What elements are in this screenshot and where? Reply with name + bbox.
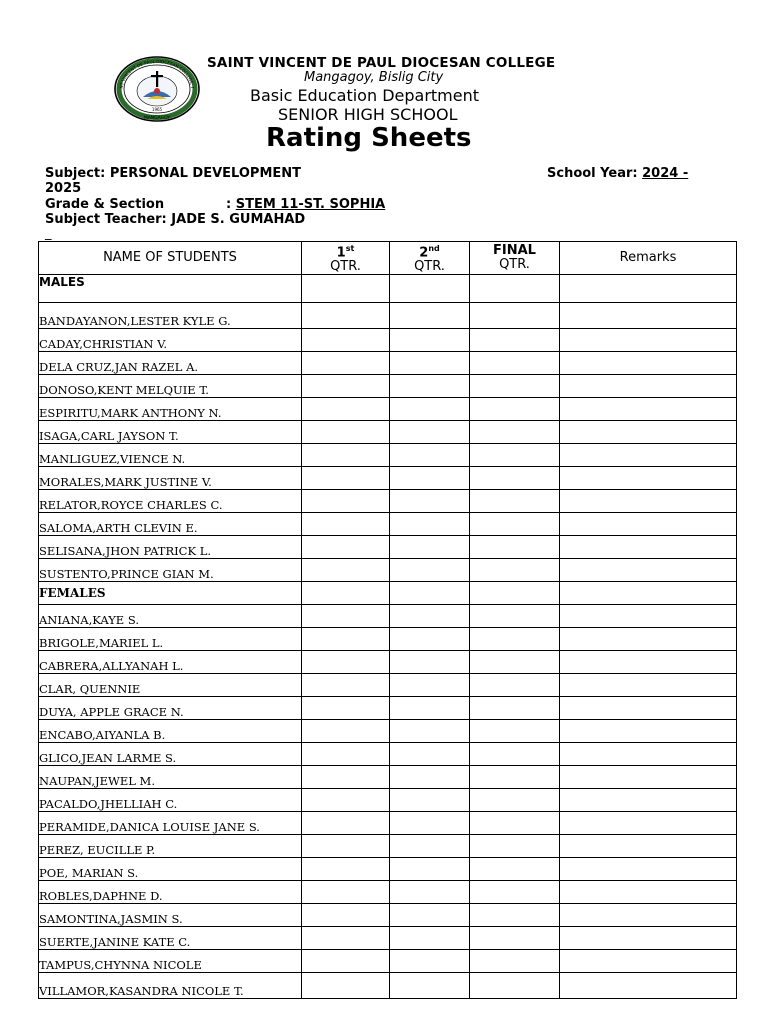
remarks-cell	[560, 467, 737, 490]
table-row	[39, 536, 737, 559]
q1-cell	[302, 720, 390, 743]
remarks-cell	[560, 490, 737, 513]
teacher-line	[45, 212, 305, 227]
header-q2-num: 2	[419, 245, 429, 261]
final-cell	[470, 720, 560, 743]
q1-cell	[302, 835, 390, 858]
final-cell	[470, 398, 560, 421]
group-row	[39, 582, 737, 605]
student-name: CABRERA,ALLYANAH L.	[39, 651, 302, 674]
student-name: PEREZ, EUCILLE P.	[39, 835, 302, 858]
q1-cell	[302, 398, 390, 421]
final-cell	[470, 605, 560, 628]
school-year-label: School Year:	[547, 166, 643, 181]
logo-bottom-text: MANGAGOY	[143, 116, 171, 121]
subject-label: Subject:	[45, 166, 110, 181]
final-cell	[470, 375, 560, 398]
table-row	[39, 881, 737, 904]
q2-cell	[390, 697, 470, 720]
final-cell	[470, 858, 560, 881]
student-name: NAUPAN,JEWEL M.	[39, 766, 302, 789]
table-row	[39, 375, 737, 398]
department-name: Basic Education Department	[250, 86, 480, 105]
q1-cell	[302, 467, 390, 490]
student-rows	[39, 275, 737, 999]
q1-cell	[302, 605, 390, 628]
table-row	[39, 743, 737, 766]
school-level: SENIOR HIGH SCHOOL	[278, 105, 458, 124]
student-name: MORALES,MARK JUSTINE V.	[39, 467, 302, 490]
q2-cell	[390, 766, 470, 789]
page-title: Rating Sheets	[266, 123, 472, 153]
remarks-cell	[560, 743, 737, 766]
final-cell	[470, 421, 560, 444]
table-row	[39, 927, 737, 950]
student-name: CLAR, QUENNIE	[39, 674, 302, 697]
q1-cell	[302, 743, 390, 766]
q1-cell	[302, 444, 390, 467]
remarks-cell	[560, 303, 737, 329]
q2-cell	[390, 421, 470, 444]
q2-cell	[390, 973, 470, 999]
q2-cell	[390, 513, 470, 536]
remarks-cell	[560, 375, 737, 398]
student-name: CADAY,CHRISTIAN V.	[39, 329, 302, 352]
q2-cell	[390, 789, 470, 812]
final-cell	[470, 973, 560, 999]
remarks-cell	[560, 398, 737, 421]
final-cell	[470, 536, 560, 559]
grade-section-value: STEM 11-ST. SOPHIA	[235, 197, 386, 212]
final-cell	[470, 467, 560, 490]
q1-cell	[302, 275, 390, 303]
table-row	[39, 720, 737, 743]
subject-line	[45, 166, 301, 181]
header-q1-label: QTR.	[330, 259, 361, 275]
final-cell	[470, 789, 560, 812]
q1-cell	[302, 651, 390, 674]
remarks-cell	[560, 973, 737, 999]
student-name: DONOSO,KENT MELQUIE T.	[39, 375, 302, 398]
remarks-cell	[560, 582, 737, 605]
remarks-cell	[560, 789, 737, 812]
table-row	[39, 513, 737, 536]
table-row	[39, 352, 737, 375]
header-q2-sup: nd	[428, 244, 440, 253]
q2-cell	[390, 628, 470, 651]
q1-cell	[302, 559, 390, 582]
final-cell	[470, 904, 560, 927]
remarks-cell	[560, 674, 737, 697]
remarks-cell	[560, 858, 737, 881]
q1-cell	[302, 858, 390, 881]
header-q1-num: 1	[336, 245, 346, 261]
remarks-cell	[560, 628, 737, 651]
remarks-cell	[560, 444, 737, 467]
final-cell	[470, 651, 560, 674]
final-cell	[470, 513, 560, 536]
student-name: DELA CRUZ,JAN RAZEL A.	[39, 352, 302, 375]
student-name: ISAGA,CARL JAYSON T.	[39, 421, 302, 444]
table-row	[39, 490, 737, 513]
final-cell	[470, 329, 560, 352]
header-remarks: Remarks	[560, 242, 737, 275]
final-cell	[470, 303, 560, 329]
final-cell	[470, 275, 560, 303]
q1-cell	[302, 766, 390, 789]
student-name: SUSTENTO,PRINCE GIAN M.	[39, 559, 302, 582]
q2-cell	[390, 536, 470, 559]
final-cell	[470, 697, 560, 720]
q2-cell	[390, 812, 470, 835]
q2-cell	[390, 467, 470, 490]
student-name: PACALDO,JHELLIAH C.	[39, 789, 302, 812]
q2-cell	[390, 950, 470, 973]
q2-cell	[390, 674, 470, 697]
grade-section-separator: :	[226, 197, 236, 212]
q1-cell	[302, 421, 390, 444]
remarks-cell	[560, 275, 737, 303]
final-cell	[470, 950, 560, 973]
final-cell	[470, 559, 560, 582]
remarks-cell	[560, 605, 737, 628]
remarks-cell	[560, 329, 737, 352]
logo-ring-text: NT VINCENT DE PAUL DIOCESAN COLLEGE, I	[118, 58, 195, 89]
remarks-cell	[560, 835, 737, 858]
q1-cell	[302, 674, 390, 697]
table-row	[39, 904, 737, 927]
q2-cell	[390, 375, 470, 398]
student-name: BANDAYANON,LESTER KYLE G.	[39, 303, 302, 329]
student-name: BRIGOLE,MARIEL L.	[39, 628, 302, 651]
table-row	[39, 329, 737, 352]
remarks-cell	[560, 536, 737, 559]
q1-cell	[302, 927, 390, 950]
school-year-continuation: 2025	[45, 181, 82, 196]
q1-cell	[302, 812, 390, 835]
header-q1-sup: st	[345, 244, 355, 253]
remarks-cell	[560, 950, 737, 973]
q2-cell	[390, 444, 470, 467]
q2-cell	[390, 329, 470, 352]
q1-cell	[302, 582, 390, 605]
q1-cell	[302, 628, 390, 651]
remarks-cell	[560, 812, 737, 835]
final-cell	[470, 444, 560, 467]
table-row	[39, 444, 737, 467]
underscore-mark: _	[45, 226, 52, 241]
header-row	[39, 242, 737, 275]
final-cell	[470, 582, 560, 605]
q2-cell	[390, 904, 470, 927]
college-seal-logo	[113, 55, 201, 123]
school-city: Mangagoy, Bislig City	[304, 70, 444, 85]
student-name: ROBLES,DAPHNE D.	[39, 881, 302, 904]
school-name: SAINT VINCENT DE PAUL DIOCESAN COLLEGE	[207, 55, 556, 71]
student-name: ENCABO,AIYANLA B.	[39, 720, 302, 743]
logo-year-text: 1965	[151, 107, 163, 112]
student-name: VILLAMOR,KASANDRA NICOLE T.	[39, 973, 302, 999]
student-name: PERAMIDE,DANICA LOUISE JANE S.	[39, 812, 302, 835]
remarks-cell	[560, 559, 737, 582]
q1-cell	[302, 904, 390, 927]
q1-cell	[302, 950, 390, 973]
remarks-cell	[560, 651, 737, 674]
grade-section-line	[226, 197, 385, 212]
student-name: POE, MARIAN S.	[39, 858, 302, 881]
table-row	[39, 858, 737, 881]
student-name: TAMPUS,CHYNNA NICOLE	[39, 950, 302, 973]
student-name: DUYA, APPLE GRACE N.	[39, 697, 302, 720]
student-name: ESPIRITU,MARK ANTHONY N.	[39, 398, 302, 421]
q2-cell	[390, 605, 470, 628]
q2-cell	[390, 927, 470, 950]
q1-cell	[302, 329, 390, 352]
remarks-cell	[560, 697, 737, 720]
table-row	[39, 950, 737, 973]
q2-cell	[390, 303, 470, 329]
student-name: GLICO,JEAN LARME S.	[39, 743, 302, 766]
student-name: SALOMA,ARTH CLEVIN E.	[39, 513, 302, 536]
student-name: SUERTE,JANINE KATE C.	[39, 927, 302, 950]
header-final	[470, 242, 560, 275]
header-final-label: QTR.	[499, 257, 530, 273]
q2-cell	[390, 858, 470, 881]
q1-cell	[302, 697, 390, 720]
final-cell	[470, 490, 560, 513]
q2-cell	[390, 582, 470, 605]
teacher-value: JADE S. GUMAHAD	[171, 212, 306, 227]
remarks-cell	[560, 904, 737, 927]
group-label: MALES	[39, 275, 302, 303]
remarks-cell	[560, 352, 737, 375]
remarks-cell	[560, 881, 737, 904]
final-cell	[470, 743, 560, 766]
teacher-label: Subject Teacher:	[45, 212, 172, 227]
table-row	[39, 835, 737, 858]
header-name: NAME OF STUDENTS	[39, 242, 302, 275]
table-row	[39, 697, 737, 720]
final-cell	[470, 812, 560, 835]
final-cell	[470, 881, 560, 904]
table-row	[39, 766, 737, 789]
table-row	[39, 559, 737, 582]
header-final-title: FINAL	[493, 243, 536, 259]
final-cell	[470, 927, 560, 950]
rating-table	[38, 241, 737, 999]
remarks-cell	[560, 766, 737, 789]
table-row	[39, 973, 737, 999]
q2-cell	[390, 835, 470, 858]
q1-cell	[302, 490, 390, 513]
q2-cell	[390, 559, 470, 582]
table-row	[39, 421, 737, 444]
q2-cell	[390, 743, 470, 766]
student-name: ANIANA,KAYE S.	[39, 605, 302, 628]
header-q2	[390, 242, 470, 275]
q1-cell	[302, 375, 390, 398]
q1-cell	[302, 536, 390, 559]
remarks-cell	[560, 421, 737, 444]
final-cell	[470, 835, 560, 858]
student-name: MANLIGUEZ,VIENCE N.	[39, 444, 302, 467]
grade-section-label: Grade & Section	[45, 197, 165, 212]
group-row	[39, 275, 737, 303]
q2-cell	[390, 881, 470, 904]
q1-cell	[302, 352, 390, 375]
q1-cell	[302, 973, 390, 999]
table-row	[39, 812, 737, 835]
q2-cell	[390, 651, 470, 674]
q2-cell	[390, 720, 470, 743]
remarks-cell	[560, 720, 737, 743]
q1-cell	[302, 513, 390, 536]
final-cell	[470, 674, 560, 697]
table-row	[39, 628, 737, 651]
q2-cell	[390, 275, 470, 303]
final-cell	[470, 352, 560, 375]
table-row	[39, 303, 737, 329]
student-name: RELATOR,ROYCE CHARLES C.	[39, 490, 302, 513]
table-row	[39, 674, 737, 697]
group-label: FEMALES	[39, 582, 302, 605]
subject-value: PERSONAL DEVELOPMENT	[109, 166, 302, 181]
table-row	[39, 398, 737, 421]
table-row	[39, 467, 737, 490]
header-q2-label: QTR.	[414, 259, 445, 275]
school-year-value: 2024 -	[642, 166, 689, 181]
student-name: SELISANA,JHON PATRICK L.	[39, 536, 302, 559]
q1-cell	[302, 303, 390, 329]
q1-cell	[302, 789, 390, 812]
q2-cell	[390, 490, 470, 513]
remarks-cell	[560, 927, 737, 950]
final-cell	[470, 766, 560, 789]
table-row	[39, 651, 737, 674]
remarks-cell	[560, 513, 737, 536]
q1-cell	[302, 881, 390, 904]
q2-cell	[390, 352, 470, 375]
table-row	[39, 605, 737, 628]
student-name: SAMONTINA,JASMIN S.	[39, 904, 302, 927]
school-year-line	[547, 166, 688, 181]
table-row	[39, 789, 737, 812]
header-q1	[302, 242, 390, 275]
q2-cell	[390, 398, 470, 421]
final-cell	[470, 628, 560, 651]
